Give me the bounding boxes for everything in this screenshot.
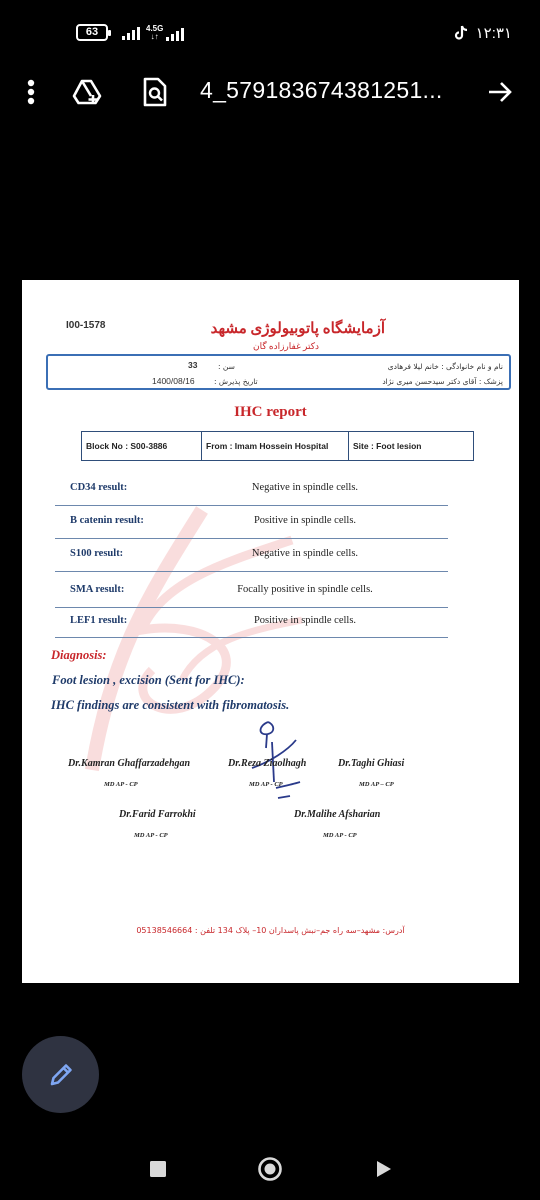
network-indicator bbox=[146, 25, 184, 41]
more-vert-icon bbox=[27, 79, 35, 105]
signatory-name: Dr.Taghi Ghiasi bbox=[338, 758, 405, 769]
edit-pencil-icon bbox=[47, 1061, 75, 1089]
result-label: SMA result: bbox=[70, 584, 125, 595]
specimen-site: Site : Foot lesion bbox=[353, 441, 422, 451]
status-bar bbox=[0, 0, 540, 64]
admission-date-label: تاریخ پذیرش : bbox=[214, 377, 258, 386]
search-in-document-icon bbox=[142, 77, 168, 107]
signatory-name: Dr.Kamran Ghaffarzadehgan bbox=[68, 758, 191, 769]
result-row bbox=[55, 572, 448, 608]
signatory-title: MD AP - CP bbox=[249, 781, 283, 788]
system-nav-bar bbox=[0, 1140, 540, 1196]
result-row bbox=[55, 539, 448, 572]
lab-doctor: دکتر غفارزاده گان bbox=[252, 341, 319, 351]
result-row bbox=[55, 608, 448, 638]
age-label: سن : bbox=[218, 362, 235, 371]
recents-button[interactable] bbox=[141, 1152, 175, 1186]
home-button[interactable] bbox=[253, 1152, 287, 1186]
file-name: 4_579183674381251... bbox=[200, 77, 443, 103]
add-to-drive-button[interactable] bbox=[72, 76, 104, 108]
tiktok-icon bbox=[454, 25, 468, 41]
triangle-icon bbox=[376, 1160, 392, 1178]
signatory-title: MD AP - CP bbox=[323, 832, 357, 839]
more-options-button[interactable] bbox=[15, 76, 47, 108]
edit-fab-button[interactable] bbox=[22, 1036, 99, 1113]
result-value: Positive in spindle cells. bbox=[253, 515, 357, 526]
find-in-document-button[interactable] bbox=[139, 76, 171, 108]
result-label: CD34 result: bbox=[70, 482, 128, 493]
document-id: I00-1578 bbox=[66, 320, 106, 331]
circle-icon bbox=[257, 1156, 283, 1182]
report-title: IHC report bbox=[234, 404, 307, 420]
patient-name: نام و نام خانوادگی : خانم لیلا فرهادی bbox=[387, 362, 503, 371]
add-to-drive-icon bbox=[72, 78, 104, 106]
admission-date: 1400/08/16 bbox=[152, 376, 195, 386]
open-with-button[interactable] bbox=[484, 76, 516, 108]
diagnosis-specimen: Foot lesion , excision (Sent for IHC): bbox=[52, 673, 245, 687]
signal-icon bbox=[122, 26, 140, 40]
back-button[interactable] bbox=[367, 1152, 401, 1186]
result-value: Positive in spindle cells. bbox=[253, 615, 357, 626]
lab-name: آزمایشگاه پاتوبیولوژی مشهد bbox=[210, 321, 385, 337]
arrow-forward-icon bbox=[487, 81, 513, 103]
patient-age: 33 bbox=[188, 360, 198, 370]
result-value: Negative in spindle cells. bbox=[251, 482, 359, 493]
diagnosis-heading: Diagnosis: bbox=[51, 648, 107, 662]
lab-address: آدرس: مشهد–سه راه جم–نبش پاسداران 10– پلاک 134 تلفن : 05138546664 bbox=[136, 926, 405, 935]
status-right bbox=[454, 24, 512, 42]
signatory-name: Dr.Reza Ziaolhagh bbox=[228, 758, 307, 769]
signatory-title: MD AP - CP bbox=[104, 781, 138, 788]
result-value: Focally positive in spindle cells. bbox=[237, 584, 373, 595]
status-indicators bbox=[76, 24, 184, 41]
square-icon bbox=[150, 1161, 166, 1177]
signatory-title: MD AP - CP bbox=[134, 832, 168, 839]
signatory-title: MD AP – CP bbox=[359, 781, 394, 788]
patient-info-box bbox=[46, 354, 511, 390]
source-hospital: From : Imam Hossein Hospital bbox=[202, 432, 349, 460]
signatory-name: Dr.Malihe Afsharian bbox=[294, 809, 381, 820]
document-page[interactable] bbox=[22, 280, 519, 983]
signatory-name: Dr.Farid Farrokhi bbox=[119, 809, 196, 820]
result-row bbox=[55, 506, 448, 539]
battery-icon: 63 bbox=[76, 24, 108, 41]
result-label: LEF1 result: bbox=[70, 615, 128, 626]
specimen-info-table bbox=[81, 431, 474, 461]
network-activity: ↓↑ bbox=[150, 31, 159, 41]
network-type: 4.5G bbox=[146, 23, 164, 33]
result-row bbox=[55, 473, 448, 506]
result-value: Negative in spindle cells. bbox=[251, 548, 359, 559]
top-app-bar bbox=[0, 64, 540, 120]
result-label: S100 result: bbox=[70, 548, 124, 559]
referring-physician: پزشک : آقای دکتر سیدحسن میری نژاد bbox=[382, 377, 503, 386]
diagnosis-conclusion: IHC findings are consistent with fibromatosis. bbox=[51, 698, 290, 712]
block-number: Block No : S00-3886 bbox=[82, 432, 202, 460]
clock: ۱۲:۳۱ bbox=[475, 25, 512, 42]
result-label: B catenin result: bbox=[70, 515, 144, 526]
ihc-results bbox=[55, 473, 448, 638]
